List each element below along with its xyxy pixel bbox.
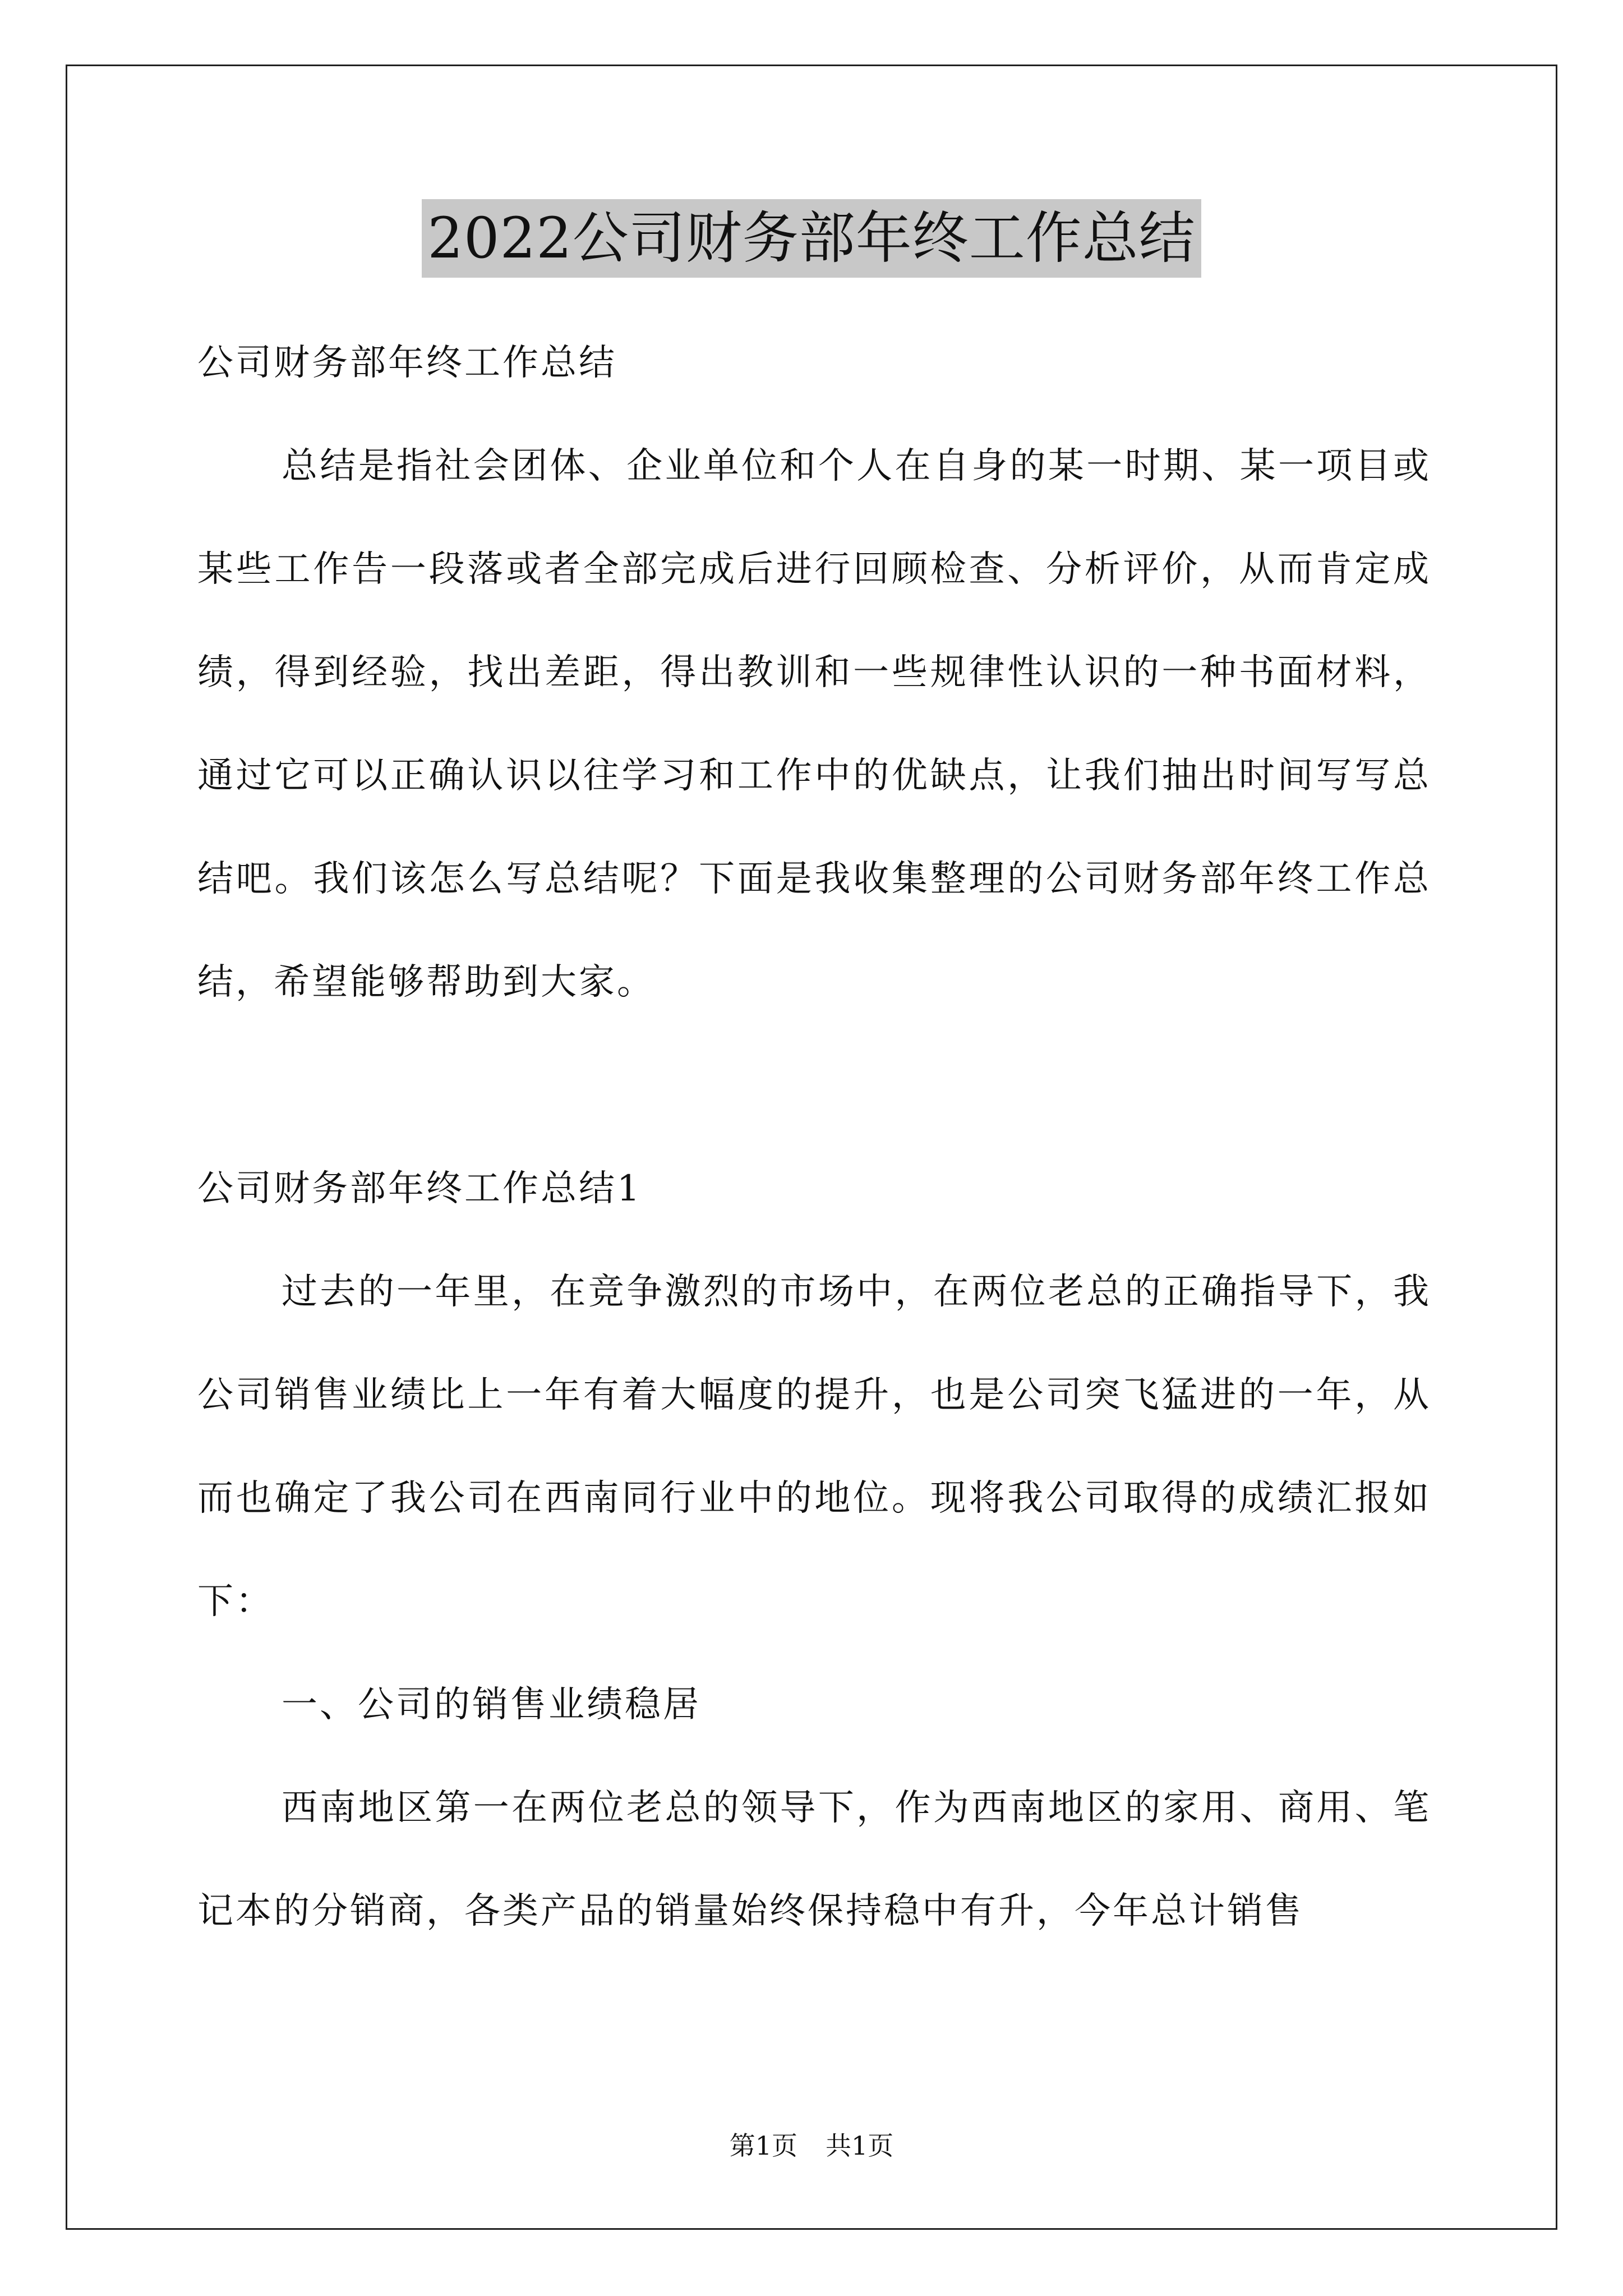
- section-heading: 公司财务部年终工作总结1: [197, 1168, 642, 1209]
- page-footer: [0, 2129, 1623, 2162]
- subsection-heading: 一、公司的销售业绩稳居: [282, 1684, 701, 1726]
- section-paragraph: 过去的一年里，在竞争激烈的市场中，在两位老总的正确指导下，我公司销售业绩比上一年有着大幅度的提升，也是公司突飞猛进的一年，从而也确定了我公司在西南同行业中的地位。现将我公司取得的成绩汇报如下：: [197, 1271, 1431, 1622]
- title-container: [0, 199, 1623, 278]
- page-number: 第1页: [729, 2131, 797, 2161]
- section-paragraph: 西南地区第一在两位老总的领导下，作为西南地区的家用、商用、笔记本的分销商，各类产品的销量始终保持稳中有升，今年总计销售: [197, 1787, 1431, 1932]
- document-subtitle: 公司财务部年终工作总结: [197, 342, 617, 384]
- document-title: 2022公司财务部年终工作总结: [422, 199, 1201, 278]
- page-total: 共1页: [826, 2131, 894, 2161]
- intro-paragraph: 总结是指社会团体、企业单位和个人在自身的某一时期、某一项目或某些工作告一段落或者全部完成后进行回顾检查、分析评价，从而肯定成绩，得到经验，找出差距，得出教训和一些规律性认识的一种书面材料，通过它可以正确认识以往学习和工作中的优缺点，让我们抽出时间写写总结吧。我们该怎么写总结呢？下面是我收集整理的公司财务部年终工作总结，希望能够帮助到大家。: [197, 445, 1431, 1003]
- document-body: [197, 311, 1431, 1963]
